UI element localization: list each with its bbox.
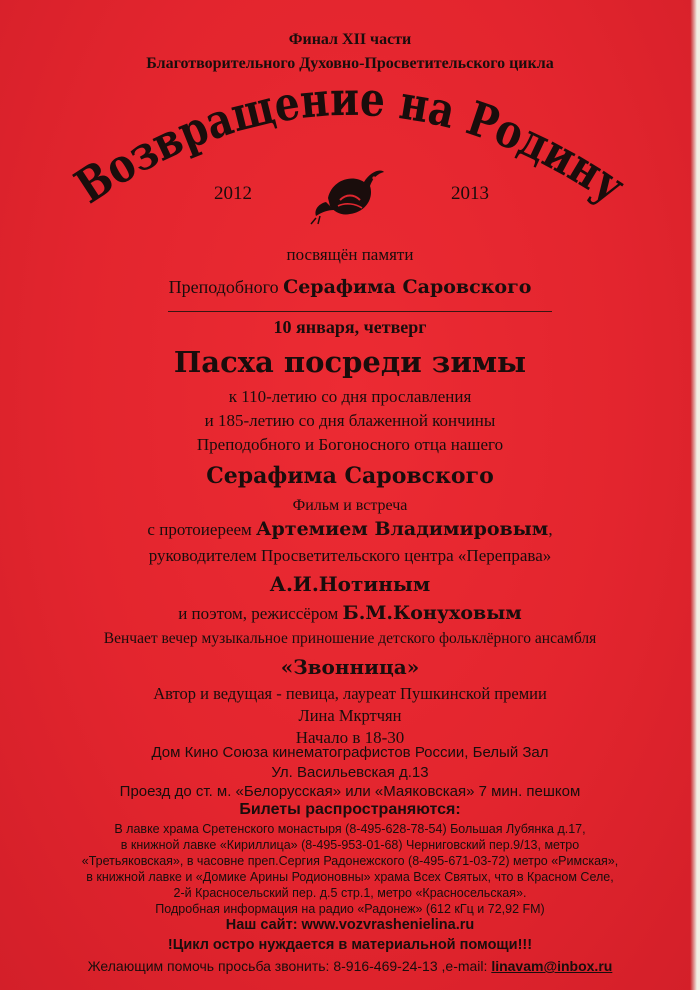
tickets-line: В лавке храма Сретенского монастыря (8-495-628-78-54) Большая Лубянка д.17,	[114, 822, 586, 836]
dedication-prefix: Преподобного	[168, 277, 284, 297]
header-line-1: Финал XII части	[288, 31, 412, 48]
venue-line-3: Проезд до ст. м. «Белорусская» или «Маяковская» 7 мин. пешком	[119, 783, 581, 800]
ensemble-name: «Звонница»	[280, 655, 420, 679]
start-time: Начало в 18-30	[295, 728, 405, 747]
bird-emblem-icon	[308, 158, 388, 228]
event-headline: Пасха посреди зимы	[173, 345, 527, 379]
guest-1-prefix: с протоиереем	[147, 520, 257, 539]
tickets-line: Подробная информация на радио «Радонеж» (612 кГц и 72,92 FM)	[155, 902, 545, 916]
venue-line-1: Дом Кино Союза кинематографистов России, Белый Зал	[151, 744, 549, 761]
author-line: Автор и ведущая - певица, лауреат Пушкинской премии	[153, 684, 547, 703]
guest-3	[0, 602, 700, 624]
tickets-line: 2-й Красносельский пер. д.5 стр.1, метро «Красносельская».	[173, 886, 527, 900]
tickets-heading: Билеты распространяются:	[239, 801, 461, 818]
website: Наш сайт: www.vozvrashenielina.ru	[225, 917, 475, 933]
guest-1	[0, 518, 700, 540]
venue-line-2: Ул. Васильевская д.13	[271, 764, 429, 781]
contact-prefix: Желающим помочь просьба звонить: 8-916-469-24-13 ,e-mail:	[87, 958, 492, 974]
tickets-line: «Третьяковская», в часовне преп.Сергия Радонежского (8-495-671-03-72) метро «Римская»,	[81, 854, 619, 868]
event-occasion-3: Преподобного и Богоносного отца нашего	[196, 435, 504, 454]
guest-3-prefix: и поэтом, режиссёром	[178, 604, 343, 623]
music-line: Венчает вечер музыкальное приношение детского фольклёрного ансамбля	[103, 630, 597, 647]
guest-2-role: руководителем Просветительского центра «Переправа»	[148, 546, 552, 565]
dedication-line-1: посвящён памяти	[286, 245, 414, 264]
year-left: 2012	[214, 183, 252, 204]
dedication-name: Серафима Саровского	[283, 276, 532, 298]
dedication-line-2	[0, 276, 700, 298]
appeal: !Цикл остро нуждается в материальной помощи!!!	[167, 937, 533, 953]
event-date: 10 января, четверг	[273, 317, 427, 337]
email-link[interactable]: linavam@inbox.ru	[491, 958, 613, 974]
header-line-2: Благотворительного Духовно-Просветительского цикла	[146, 55, 554, 72]
guest-3-name: Б.М.Конуховым	[342, 602, 522, 624]
event-occasion-2: и 185-летию со дня блаженной кончины	[204, 411, 496, 430]
title-text: Возвращение на Родину	[65, 71, 639, 218]
guest-1-name: Артемием Владимировым	[256, 518, 549, 540]
event-occasion-1: к 110-летию со дня прославления	[228, 387, 472, 406]
tickets-line: в книжной лавке и «Домике Арины Родионовны» храма Всех Святых, что в Красном Селе,	[86, 870, 614, 884]
author-name: Лина Мкртчян	[298, 706, 402, 725]
divider	[168, 311, 552, 312]
guest-2-name: А.И.Нотиным	[269, 572, 431, 596]
event-saint: Серафима Саровского	[206, 463, 494, 489]
guest-1-suffix: ,	[548, 520, 553, 539]
tickets-line: в книжной лавке «Кириллица» (8-495-953-01-68) Черниговский пер.9/13, метро	[120, 838, 580, 852]
year-right: 2013	[451, 183, 489, 204]
event-format: Фильм и встреча	[292, 497, 408, 514]
contact-line	[0, 958, 700, 974]
